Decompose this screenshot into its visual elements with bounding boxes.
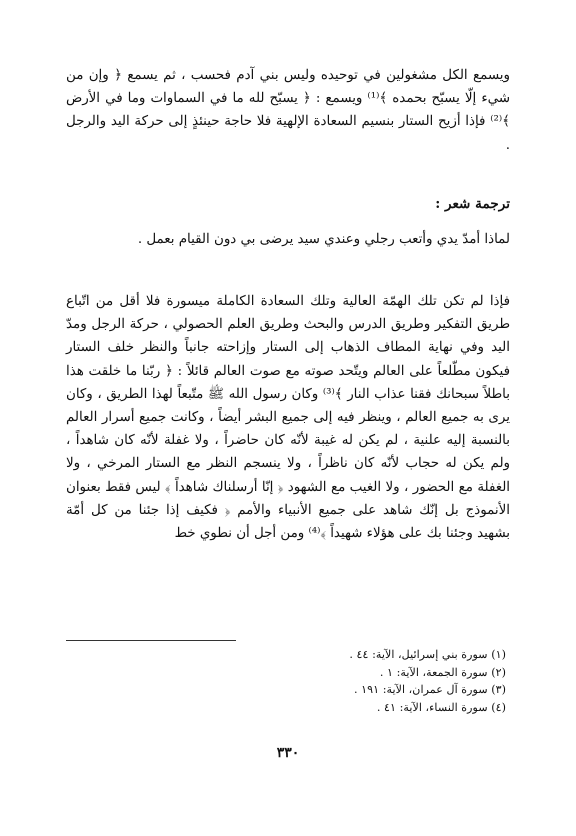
poem-translation-heading: ترجمة شعر : (435, 196, 510, 212)
footnote-separator (66, 640, 236, 641)
paragraph-main: فإذا لم تكن تلك الهمّة العالية وتلك السعادة الكاملة ميسورة فلا أقل من اتّباع طريق التفكير وطريق الدرس والبحث وطريق العلم الحصولي ، حركة الرجل ومدّ اليد وفي نهاية المطاف الذهاب إلى الستار وإزاحته جانباً والنظر خلف الستار فيكون مطّلعاً على العالم ويتّحد صوته مع صوت العالم قائلاً : ﴿ ربّنا ما خلقت هذا باطلاً سبحانك فقنا عذاب النار ﴾⁽³⁾ وكان رسول الله ﷺ متّبعاً لهذا الطريق ، وكان يرى به جميع العالم ، وينظر فيه إلى جميع البشر أيضاً ، وكانت جميع أسرار العالم بالنسبة إليه علنية ، لم يكن له غيبة لأنّه كان حاضراً ، ولا غفلة لأنّه كان شاهداً ، ولم يكن له حجاب لأنّه كان ناظراً ، ولا ينسجم النظر مع الستار المرخي ، ولا الغفلة مع الحضور ، ولا الغيب مع الشهود ﴿ إنّا أرسلناك شاهداً ﴾ ليس فقط بعنوان الأنموذج بل إنّك شاهد على جميع الأنبياء والأمم ﴿ فكيف إذا جئنا من كل أمّة بشهيد وجئنا بك على هؤلاء شهيداً ﴾⁽⁴⁾ ومن أجل أن نطوي خط (66, 294, 510, 542)
footnote-3: (٣) سورة آل عمران، الآية: ١٩١ . (354, 683, 506, 697)
footnote-1: (١) سورة بني إسرائيل، الآية: ٤٤ . (349, 648, 506, 661)
footnote-4: (٤) سورة النساء، الآية: ٤١ . (376, 700, 506, 714)
paragraph-1: ويسمع الكل مشغولين في توحيده وليس بني آدم فحسب ، ثم يسمع ﴿ وإن من شيء إلّا يسبّح بحمده ﴾⁽¹⁾ ويسمع : ﴿ يسبّح لله ما في السماوات وما في الأرض ﴾⁽²⁾ فإذا أزيح الستار بنسيم السعادة الإلهية فلا حاجة حينئذٍ إلى حركة اليد والرجل . (66, 68, 510, 153)
footnote-2: (٢) سورة الجمعة، الآية: ١ . (379, 665, 506, 679)
footnotes-list (66, 646, 506, 716)
poem-translation-text: لماذا أمدّ يدي وأتعب رجلي وعندي سيد يرضى بي دون القيام بعمل . (137, 232, 510, 247)
page-number: ٣٣٠ (276, 745, 300, 761)
